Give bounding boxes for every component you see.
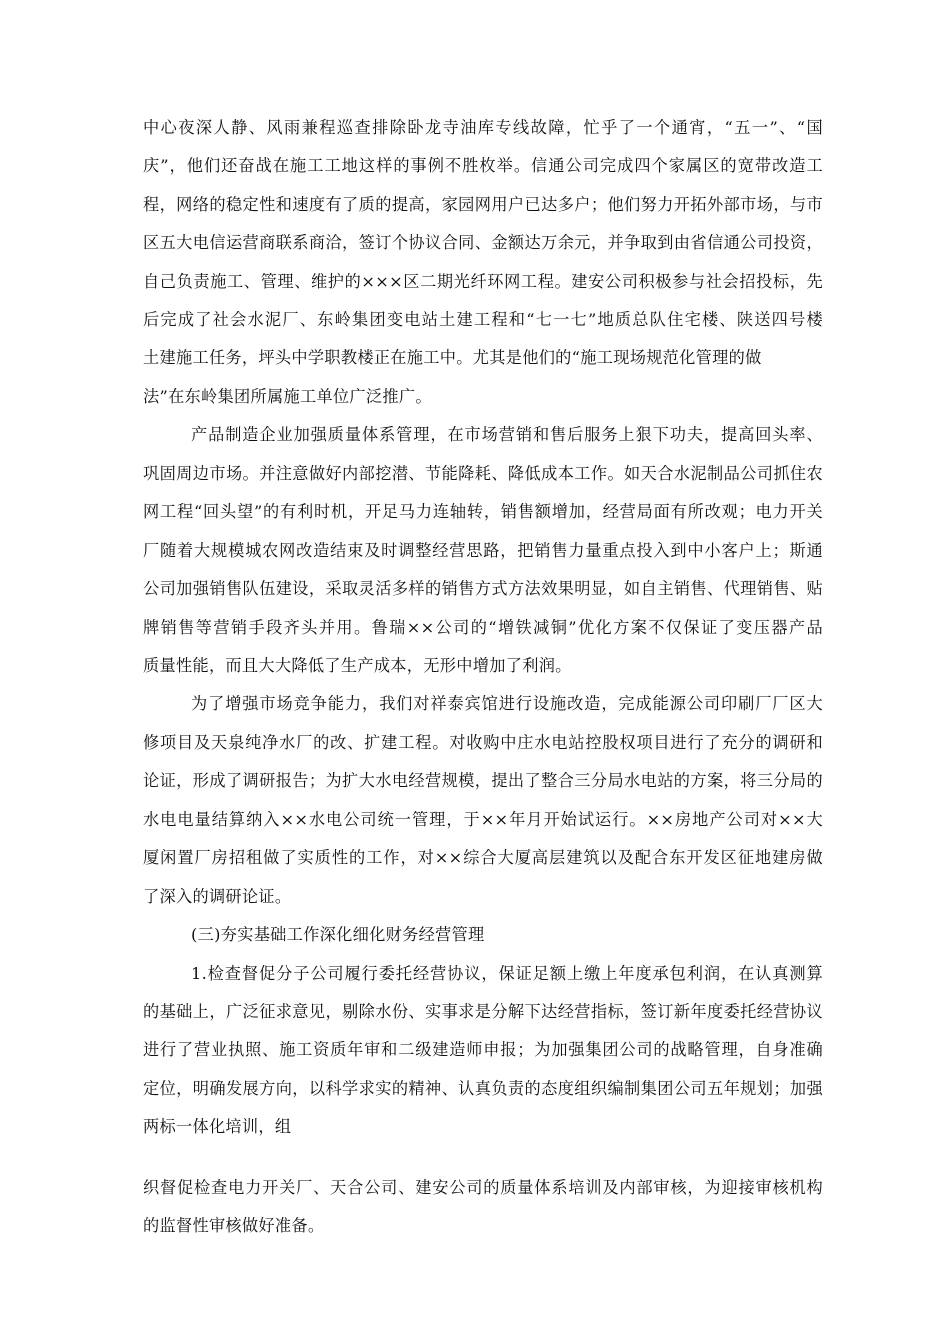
body-line: 土建施工任务，坪头中学职教楼正在施工中。尤其是他们的“施工现场规范化管理的做: [143, 348, 762, 367]
body-line: 牌销售等营销手段齐头并用。鲁瑞××公司的“增铁减铜”优化方案不仅保证了变压器产品: [143, 618, 823, 637]
paragraph-first-line: 为了增强市场竞争能力，我们对祥泰宾馆进行设施改造，完成能源公司印刷厂厂区大: [191, 694, 823, 713]
section-heading: (三)夯实基础工作深化细化财务经营管理: [191, 925, 485, 944]
body-line: 定位，明确发展方向，以科学求实的精神、认真负责的态度组织编制集团公司五年规划；加强: [143, 1079, 823, 1098]
paragraph-first-line: 产品制造企业加强质量体系管理，在市场营销和售后服务上狠下功夫，提高回头率、: [191, 425, 823, 444]
body-line: 网工程“回头望”的有利时机，开足马力连轴转，销售额增加，经营局面有所改观；电力开关: [143, 502, 823, 521]
body-line: 厂随着大规模城农网改造结束及时调整经营思路，把销售力量重点投入到中小客户上；斯通: [143, 541, 823, 560]
body-line: 中心夜深人静、风雨兼程巡查排除卧龙寺油库专线故障，忙乎了一个通宵，“五一”、“国: [143, 118, 823, 137]
body-line: 区五大电信运营商联系商洽，签订个协议合同、金额达万余元，并争取到由省信通公司投资，: [143, 233, 823, 252]
body-line: 的基础上，广泛征求意见，剔除水份、实事求是分解下达经营指标，签订新年度委托经营协议: [143, 1002, 823, 1021]
body-line: 庆”，他们还奋战在施工工地这样的事例不胜枚举。信通公司完成四个家属区的宽带改造工: [143, 156, 823, 175]
body-line: 修项目及天泉纯净水厂的改、扩建工程。对收购中庄水电站控股权项目进行了充分的调研和: [143, 733, 823, 752]
body-line: 质量性能，而且大大降低了生产成本，无形中增加了利润。: [143, 656, 572, 675]
body-line: 织督促检查电力开关厂、天合公司、建安公司的质量体系培训及内部审核，为迎接审核机构: [143, 1178, 823, 1197]
body-line: 两标一体化培训，组: [143, 1117, 292, 1136]
body-line: 厦闲置厂房招租做了实质性的工作，对××综合大厦高层建筑以及配合东开发区征地建房做: [143, 848, 823, 867]
body-line: 的监督性审核做好准备。: [143, 1216, 325, 1235]
body-line: 程，网络的稳定性和速度有了质的提高，家园网用户已达多户；他们努力开拓外部市场，与市: [143, 195, 823, 214]
body-line: 自己负责施工、管理、维护的×××区二期光纤环网工程。建安公司积极参与社会招投标，先: [143, 272, 823, 291]
body-line: 水电电量结算纳入××水电公司统一管理，于××年月开始试运行。××房地产公司对××大: [143, 810, 823, 829]
paragraph-first-line: 1.检查督促分子公司履行委托经营协议，保证足额上缴上年度承包利润，在认真测算: [191, 964, 823, 983]
body-line: 法”在东岭集团所属施工单位广泛推广。: [143, 387, 432, 406]
body-line: 后完成了社会水泥厂、东岭集团变电站土建工程和“七一七”地质总队住宅楼、陕送四号楼: [143, 310, 823, 329]
body-line: 了深入的调研论证。: [143, 887, 292, 906]
body-line: 论证，形成了调研报告；为扩大水电经营规模，提出了整合三分局水电站的方案，将三分局的: [143, 771, 823, 790]
body-line: 进行了营业执照、施工资质年审和二级建造师申报；为加强集团公司的战略管理，自身准确: [143, 1040, 823, 1059]
body-line: 巩固周边市场。并注意做好内部挖潜、节能降耗、降低成本工作。如天合水泥制品公司抓住农: [143, 464, 823, 483]
body-line: 公司加强销售队伍建设，采取灵活多样的销售方式方法效果明显，如自主销售、代理销售、贴: [143, 579, 823, 598]
